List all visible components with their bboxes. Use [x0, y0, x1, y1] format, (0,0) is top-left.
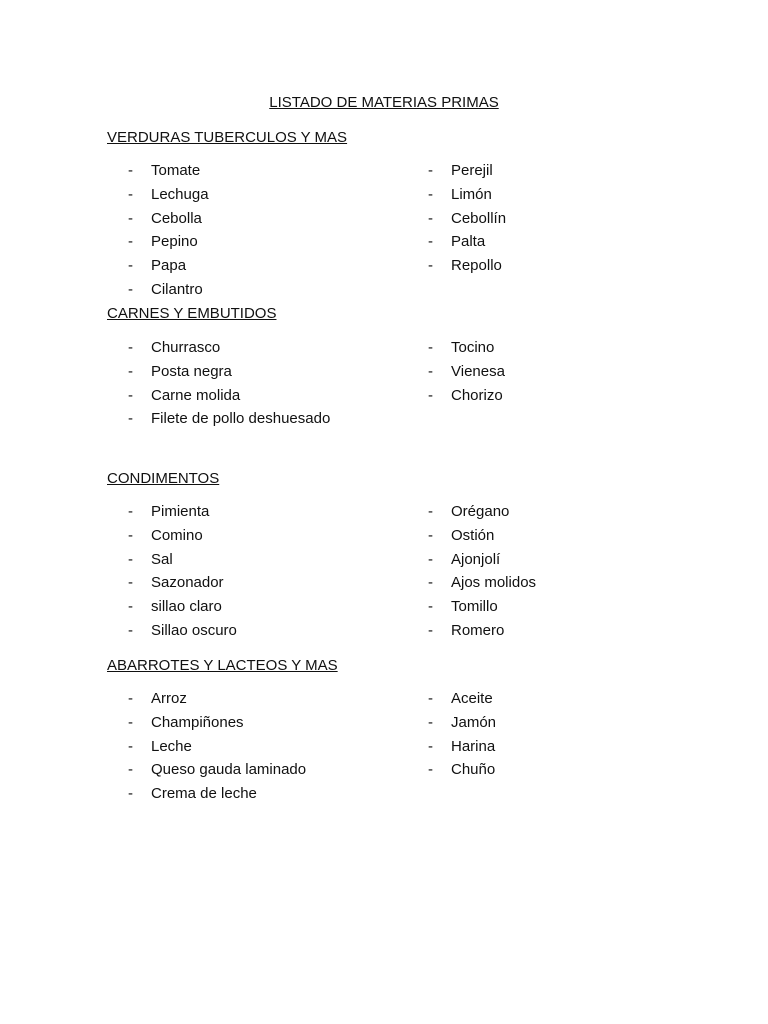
bullet-dash: - [428, 761, 433, 779]
list-item-label: Leche [151, 737, 192, 755]
list-item-label: Palta [451, 233, 486, 251]
bullet-dash: - [428, 690, 433, 707]
bullet-dash: - [428, 550, 433, 568]
bullet-dash: - [128, 690, 133, 707]
bullet-dash: - [128, 209, 133, 227]
list-item-label: Posta negra [151, 362, 232, 380]
bullet-dash: - [428, 362, 433, 380]
bullet-dash: - [128, 785, 133, 803]
bullet-dash: - [428, 209, 433, 227]
list-item-label: Jamón [451, 713, 497, 731]
bullet-dash: - [128, 362, 133, 380]
bullet-dash: - [428, 162, 433, 179]
bullet-dash: - [128, 550, 133, 568]
bullet-dash: - [428, 503, 433, 520]
bullet-dash: - [128, 713, 133, 731]
list-item-label: Carne molida [151, 386, 241, 404]
bullet-dash: - [128, 503, 133, 520]
list-item-label: Chuño [451, 761, 496, 779]
list-item-label: Queso gauda laminado [151, 761, 307, 779]
list-item-label: Cebollín [451, 209, 507, 227]
list-item-label: Crema de leche [151, 785, 257, 803]
list-item-label: Vienesa [451, 362, 505, 380]
bullet-dash: - [128, 574, 133, 592]
list-item-label: Ajonjolí [451, 550, 501, 568]
list-item-label: Tomillo [451, 598, 498, 616]
bullet-dash: - [428, 386, 433, 404]
bullet-dash: - [128, 621, 133, 639]
bullet-dash: - [428, 526, 433, 544]
list-item-label: Lechuga [151, 185, 209, 203]
list-item-label: Tocino [451, 339, 495, 356]
section-heading: CONDIMENTOS [107, 470, 220, 487]
bullet-dash: - [128, 185, 133, 203]
list-item-label: Ajos molidos [451, 574, 537, 592]
list-item-label: Papa [151, 257, 187, 275]
list-item-label: Perejil [451, 162, 493, 179]
bullet-dash: - [128, 526, 133, 544]
list-item-label: Pimienta [151, 503, 210, 520]
list-item-label: Sazonador [151, 574, 224, 592]
list-item-label: Orégano [451, 503, 510, 520]
list-item-label: Filete de pollo deshuesado [151, 410, 331, 428]
bullet-dash: - [428, 574, 433, 592]
bullet-dash: - [128, 257, 133, 275]
bullet-dash: - [128, 386, 133, 404]
section-heading: ABARROTES Y LACTEOS Y MAS [107, 657, 338, 674]
bullet-dash: - [128, 162, 133, 179]
list-item-label: Sal [151, 550, 173, 568]
list-item-label: Repollo [451, 257, 502, 275]
list-item-label: Comino [151, 526, 203, 544]
list-item-label: Cebolla [151, 209, 202, 227]
list-item-label: Limón [451, 185, 492, 203]
list-item-label: Tomate [151, 162, 201, 179]
bullet-dash: - [128, 339, 133, 356]
bullet-dash: - [128, 410, 133, 428]
bullet-dash: - [128, 737, 133, 755]
bullet-dash: - [428, 233, 433, 251]
list-item-label: Harina [451, 737, 496, 755]
list-item-label: Churrasco [151, 339, 221, 356]
list-item-label: Pepino [151, 233, 198, 251]
bullet-dash: - [428, 713, 433, 731]
list-item-label: Champiñones [151, 713, 244, 731]
list-item-label: sillao claro [151, 598, 222, 616]
bullet-dash: - [128, 233, 133, 251]
list-item-label: Aceite [451, 690, 493, 707]
bullet-dash: - [428, 339, 433, 356]
bullet-dash: - [428, 257, 433, 275]
section-heading: CARNES Y EMBUTIDOS [107, 305, 277, 322]
section-heading: VERDURAS TUBERCULOS Y MAS [107, 129, 348, 146]
list-item-label: Cilantro [151, 280, 203, 298]
bullet-dash: - [428, 621, 433, 639]
list-item-label: Sillao oscuro [151, 621, 237, 639]
bullet-dash: - [128, 280, 133, 298]
page-title: LISTADO DE MATERIAS PRIMAS [269, 94, 499, 111]
list-item-label: Romero [451, 621, 505, 639]
list-item-label: Arroz [151, 690, 187, 707]
bullet-dash: - [128, 598, 133, 616]
bullet-dash: - [428, 598, 433, 616]
list-item-label: Chorizo [451, 386, 503, 404]
bullet-dash: - [128, 761, 133, 779]
bullet-dash: - [428, 737, 433, 755]
bullet-dash: - [428, 185, 433, 203]
list-item-label: Ostión [451, 526, 495, 544]
